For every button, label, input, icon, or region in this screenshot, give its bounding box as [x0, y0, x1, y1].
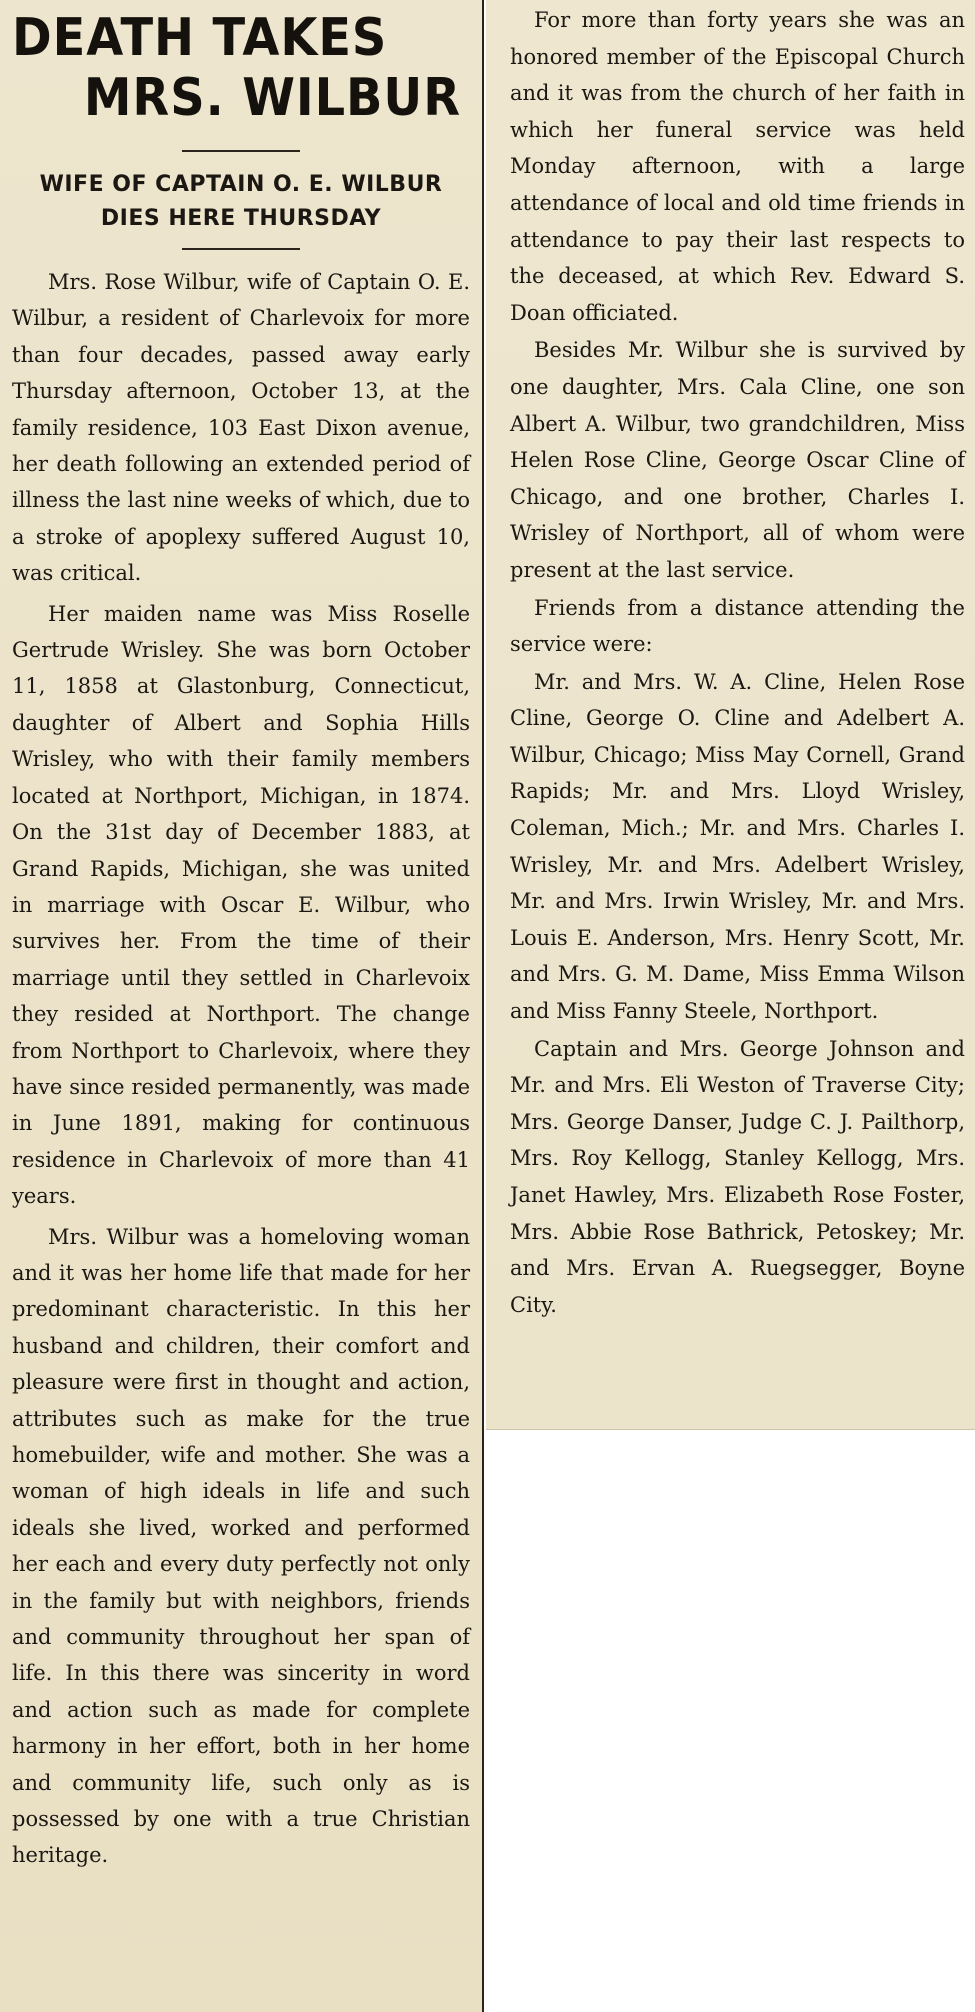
- subheadline-line-2: DIES HERE THURSDAY: [100, 206, 382, 231]
- paragraph: Friends from a distance attending the service were:: [510, 595, 965, 657]
- headline: [12, 8, 461, 128]
- paragraph: For more than forty years she was an honored member of the Episcopal Church and it was from the church of her faith in which her funeral service was held Monday afternoon, with a large attendance of local and old time friends in attendance to pay their last respects to the deceased, at which Rev. Edward S. Doan officiated.: [510, 8, 965, 325]
- right-column: [486, 0, 975, 1430]
- divider-rule-bottom: [182, 248, 300, 250]
- divider-rule-top: [182, 150, 300, 152]
- headline-line-1: DEATH TAKES: [12, 8, 388, 68]
- paragraph: Mrs. Rose Wilbur, wife of Captain O. E. Wilbur, a resident of Charlevoix for more than four decades, passed away early Thursday afternoon, October 13, at the family residence, 103 East Dixon avenue, her death following an extended period of illness the last nine weeks of which, due to a stroke of apoplexy suffered August 10, was critical.: [12, 270, 470, 586]
- subheadline: [12, 168, 470, 236]
- headline-line-2: MRS. WILBUR: [83, 68, 461, 128]
- paragraph: Captain and Mrs. George Johnson and Mr. and Mrs. Eli Weston of Traverse City; Mrs. George Danser, Judge C. J. Pailthorp, Mrs. Roy Kellogg, Stanley Kellogg, Mrs. Janet Hawley, Mrs. Elizabeth Rose Foster, Mrs. Abbie Rose Bathrick, Petoskey; Mr. and Mrs. Ervan A. Ruegsegger, Boyne City.: [510, 1036, 965, 1317]
- subheadline-line-1: WIFE OF CAPTAIN O. E. WILBUR: [39, 172, 443, 197]
- paragraph: Mrs. Wilbur was a homeloving woman and it was her home life that made for her predominant characteristic. In this her husband and children, their comfort and pleasure were first in thought and action, attributes such as make for the true homebuilder, wife and mother. She was a woman of high ideals in life and such ideals she lived, worked and performed her each and every duty perfectly not only in the family but with neighbors, friends and community throughout her span of life. In this there was sincerity in word and action such as made for complete harmony in her effort, both in her home and community life, such only as is possessed by one with a true Christian heritage.: [12, 1224, 470, 1868]
- left-column: [0, 0, 484, 2012]
- paragraph: Mr. and Mrs. W. A. Cline, Helen Rose Cline, George O. Cline and Adelbert A. Wilbur, Chicago; Miss May Cornell, Grand Rapids; Mr. and Mrs. Lloyd Wrisley, Coleman, Mich.; Mr. and Mrs. Charles I. Wrisley, Mr. and Mrs. Adelbert Wrisley, Mr. and Mrs. Irwin Wrisley, Mr. and Mrs. Louis E. Anderson, Mrs. Henry Scott, Mr. and Mrs. G. M. Dame, Miss Emma Wilson and Miss Fanny Steele, Northport.: [510, 669, 965, 1024]
- paragraph: Her maiden name was Miss Roselle Gertrude Wrisley. She was born October 11, 1858 at Glastonburg, Connecticut, daughter of Albert and Sophia Hills Wrisley, who with their family members located at Northport, Michigan, in 1874. On the 31st day of December 1883, at Grand Rapids, Michigan, she was united in marriage with Oscar E. Wilbur, who survives her. From the time of their marriage until they settled in Charlevoix they resided at Northport. The change from Northport to Charlevoix, where they have since resided permanently, was made in June 1891, making for continuous residence in Charlevoix of more than 41 years.: [12, 601, 470, 1209]
- paragraph: Besides Mr. Wilbur she is survived by one daughter, Mrs. Cala Cline, one son Albert A. Wilbur, two grandchildren, Miss Helen Rose Cline, George Oscar Cline of Chicago, and one brother, Charles I. Wrisley of Northport, all of whom were present at the last service.: [510, 338, 965, 582]
